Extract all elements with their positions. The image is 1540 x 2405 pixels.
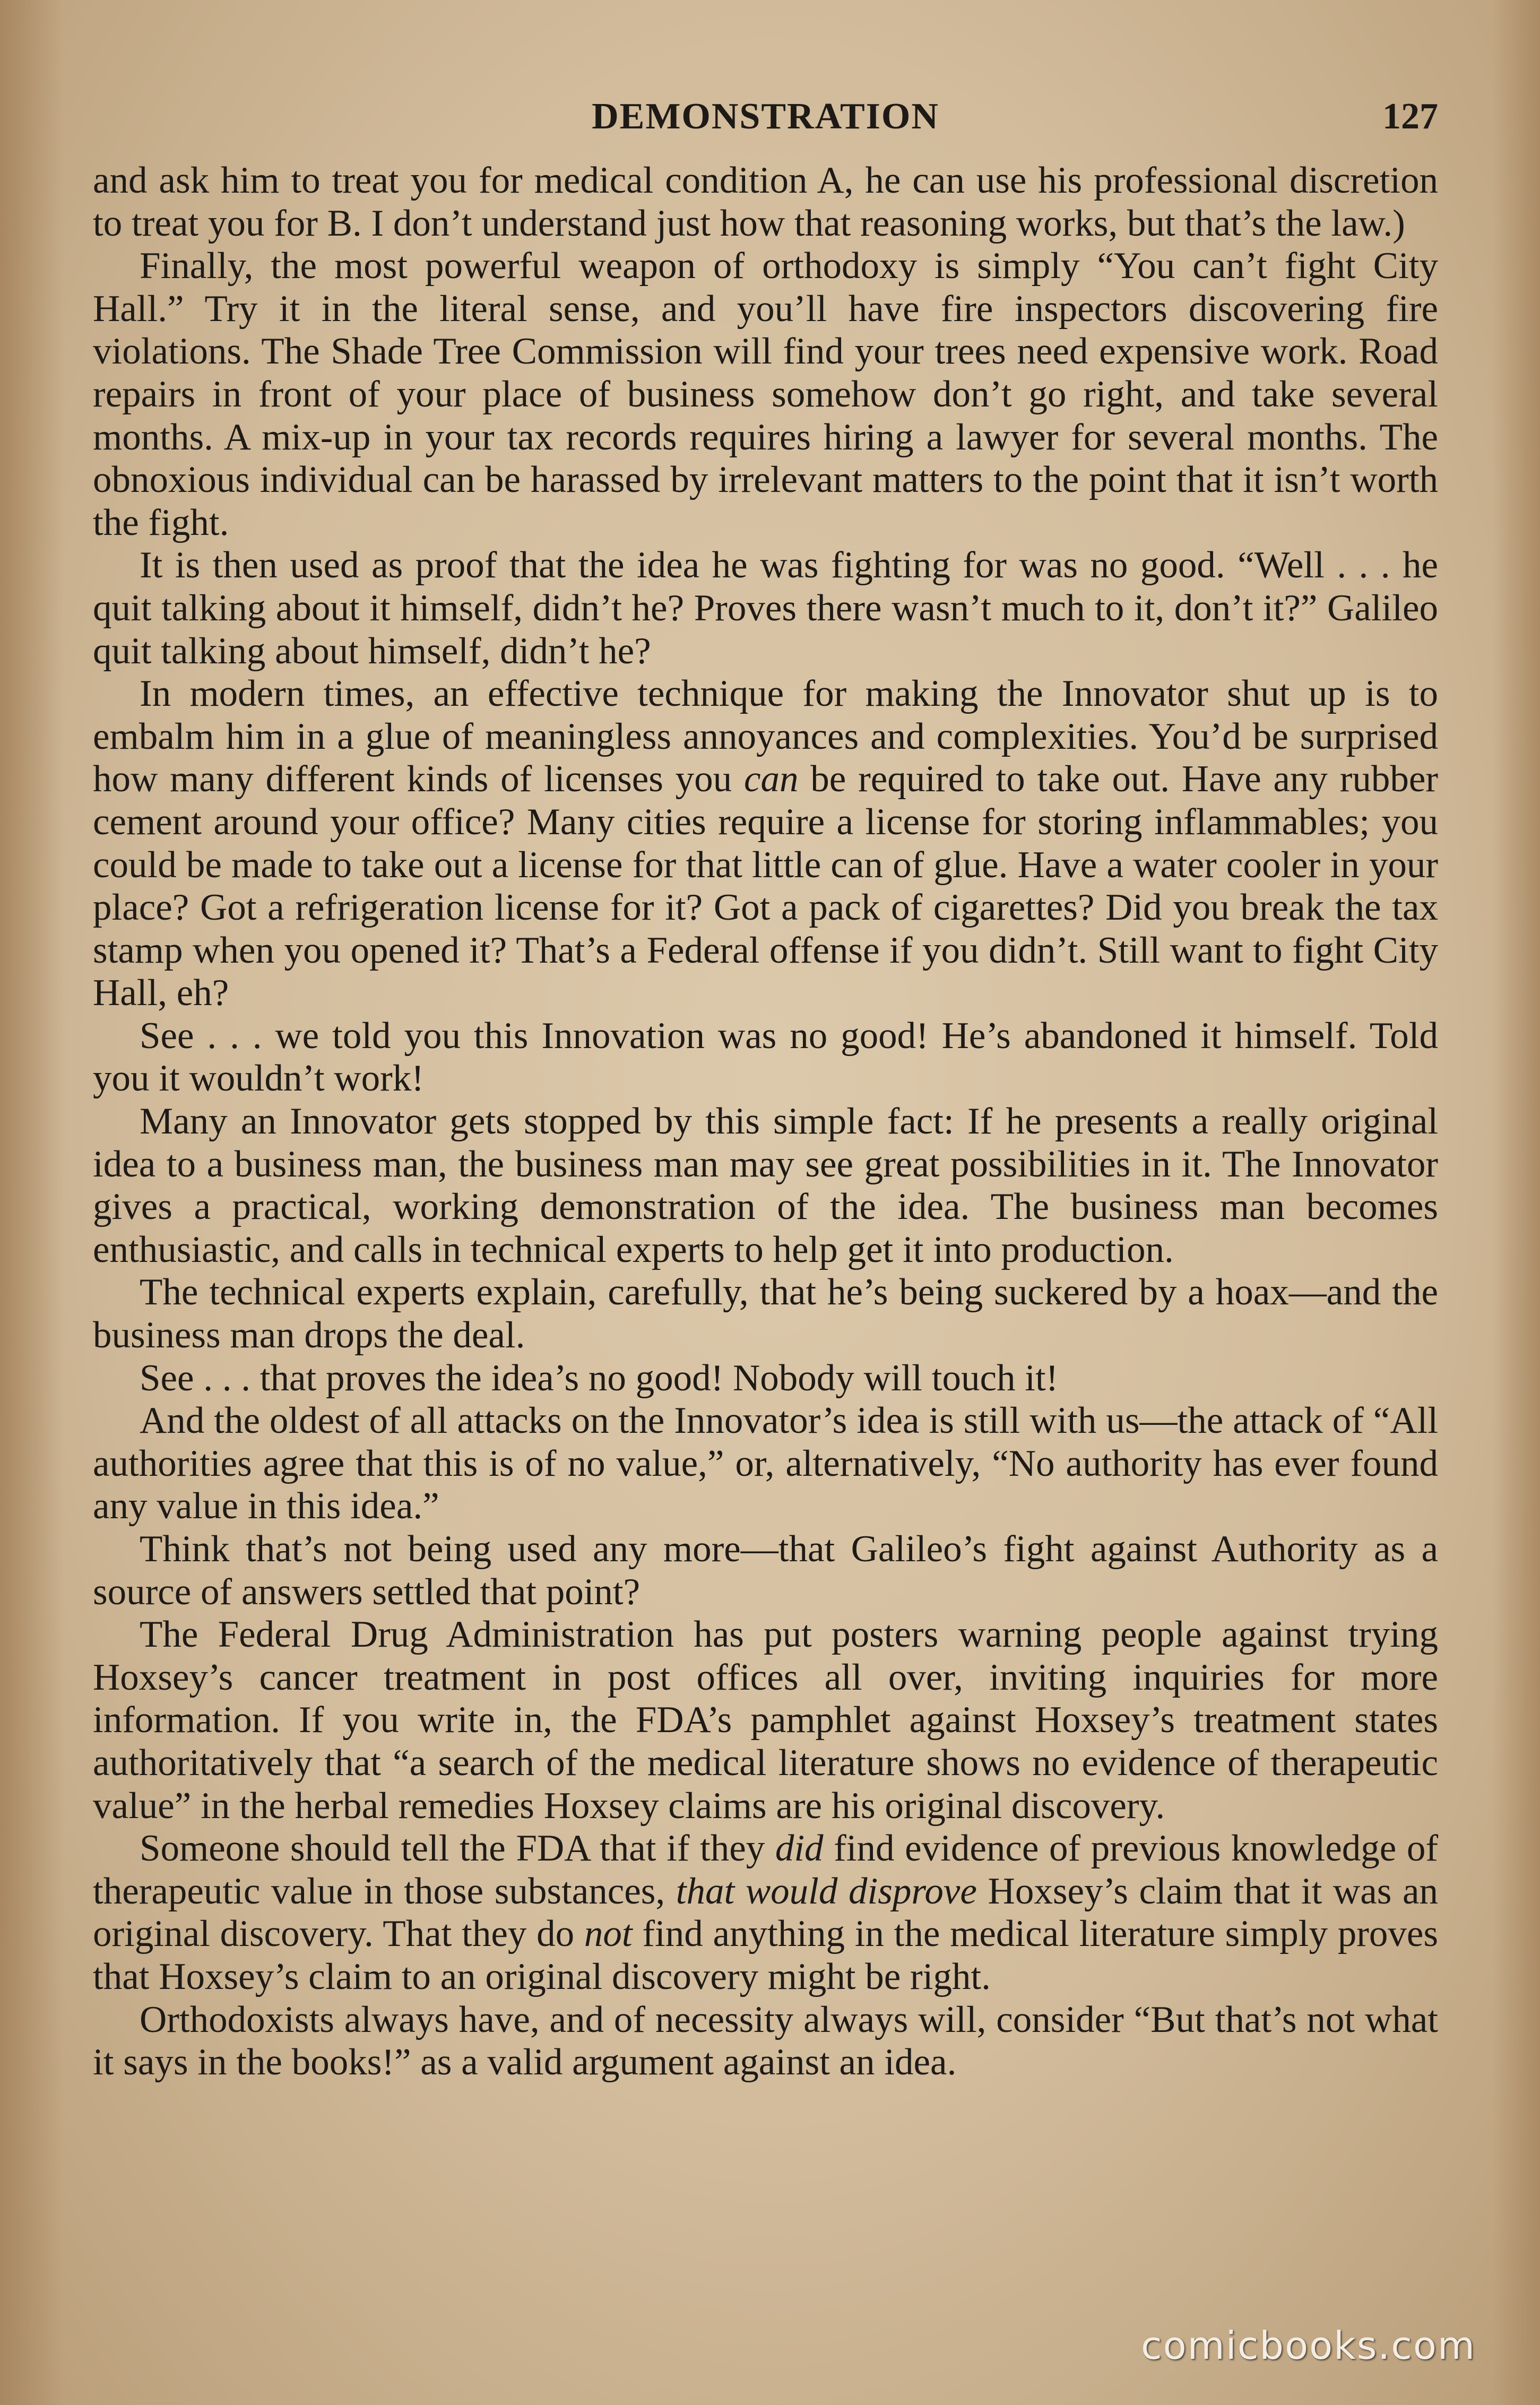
paragraph-text: The technical experts explain, carefully, that he’s being suckered by a hoax—and the business man drops the deal. xyxy=(93,1271,1438,1356)
page-edge-shadow-left xyxy=(0,0,64,2405)
watermark-text: comicbooks.com xyxy=(1141,2323,1476,2368)
italic-text: not xyxy=(584,1913,633,1955)
paragraph-text: be required to take out. Have any rubber cement around your office? Many cities require a license for storing inflammables; you could be made to take out a license for that little can of glue. Have a water cooler in your place? Got a refrigeration license for it? Got a pack of cigarettes? Did you break the tax stamp when you opened it? That’s a Federal offense if you didn’t. Still want to fight City Hall, eh? xyxy=(93,758,1438,1014)
page-header xyxy=(93,85,1438,149)
paragraph-text: The Federal Drug Administration has put posters warning people against trying Hoxsey’s cancer treatment in post offices all over, inviting inquiries for more information. If you write in, the FDA’s pamphlet against Hoxsey’s treatment states authoritatively that “a search of the medical literature shows no evidence of therapeutic value” in the herbal remedies Hoxsey claims are his original discovery. xyxy=(93,1614,1438,1827)
paragraph-text: Orthodoxists always have, and of necessity always will, consider “But that’s not what it says in the books!” as a valid argument against an idea. xyxy=(93,1999,1438,2083)
paragraph xyxy=(93,1999,1438,2084)
paragraph xyxy=(93,544,1438,672)
paragraph-text: It is then used as proof that the idea he was fighting for was no good. “Well . . . he quit talking about it himself, didn’t he? Proves there wasn’t much to it, don’t it?” Galileo quit talking about himself, didn’t he? xyxy=(93,544,1438,672)
running-head: DEMONSTRATION xyxy=(592,96,939,137)
paragraph xyxy=(93,1357,1438,1400)
paragraph xyxy=(93,1015,1438,1100)
paragraph xyxy=(93,1399,1438,1528)
paragraph-text: See . . . we told you this Innovation was no good! He’s abandoned it himself. Told you it wouldn’t work! xyxy=(93,1015,1438,1100)
body-text xyxy=(93,159,1438,2084)
paragraph-text: And the oldest of all attacks on the Innovator’s idea is still with us—the attack of “All authorities agree that this is of no value,” or, alternatively, “No authority has ever found any value in this idea.” xyxy=(93,1400,1438,1527)
paragraph xyxy=(93,1827,1438,1998)
paragraph-text: Someone should tell the FDA that if they xyxy=(140,1828,775,1870)
paragraph-text: Hoxsey’s claim that it was an original discovery. That they do xyxy=(93,1870,1438,1955)
paragraph-text: find anything in the medical literature simply proves that Hoxsey’s claim to an original discovery might be right. xyxy=(93,1913,1438,1997)
paragraph xyxy=(93,1271,1438,1356)
page-edge-shadow-right xyxy=(1492,0,1540,2405)
paragraph xyxy=(93,1613,1438,1827)
paragraph xyxy=(93,1528,1438,1613)
italic-text: that would disprove xyxy=(676,1870,977,1912)
paragraph xyxy=(93,245,1438,544)
paragraph-text: In modern times, an effective technique for making the Innovator shut up is to embalm him in a glue of meaningless annoyances and complexities. You’d be surprised how many different kinds of licenses you xyxy=(93,673,1438,800)
paragraph-text: See . . . that proves the idea’s no good! Nobody will touch it! xyxy=(140,1357,1059,1399)
paragraph-text: and ask him to treat you for medical condition A, he can use his professional discretion to treat you for B. I don’t understand just how that reasoning works, but that’s the law.) xyxy=(93,160,1438,244)
paragraph xyxy=(93,159,1438,245)
page-number: 127 xyxy=(1382,96,1438,137)
paragraph-text: Finally, the most powerful weapon of orthodoxy is simply “You can’t fight City Hall.” Try it in the literal sense, and you’ll have fire inspectors discovering fire violations. The Shade Tree Commission will find your trees need expensive work. Road repairs in front of your place of business somehow don’t go right, and take several months. A mix-up in your tax records requires hiring a lawyer for several months. The obnoxious individual can be harassed by irrelevant matters to the point that it isn’t worth the fight. xyxy=(93,245,1438,543)
paragraph xyxy=(93,672,1438,1015)
paragraph-text: Think that’s not being used any more—that Galileo’s fight against Authority as a source of answers settled that point? xyxy=(93,1528,1438,1613)
italic-text: can xyxy=(743,758,799,800)
italic-text: did xyxy=(775,1828,824,1870)
paragraph xyxy=(93,1100,1438,1271)
paragraph-text: find evidence of previous knowledge of therapeutic value in those substances, xyxy=(93,1828,1438,1912)
paragraph-text: Many an Innovator gets stopped by this simple fact: If he presents a really original idea to a business man, the business man may see great possibilities in it. The Innovator gives a practical, working demonstration of the idea. The business man becomes enthusiastic, and calls in technical experts to help get it into production. xyxy=(93,1101,1438,1270)
